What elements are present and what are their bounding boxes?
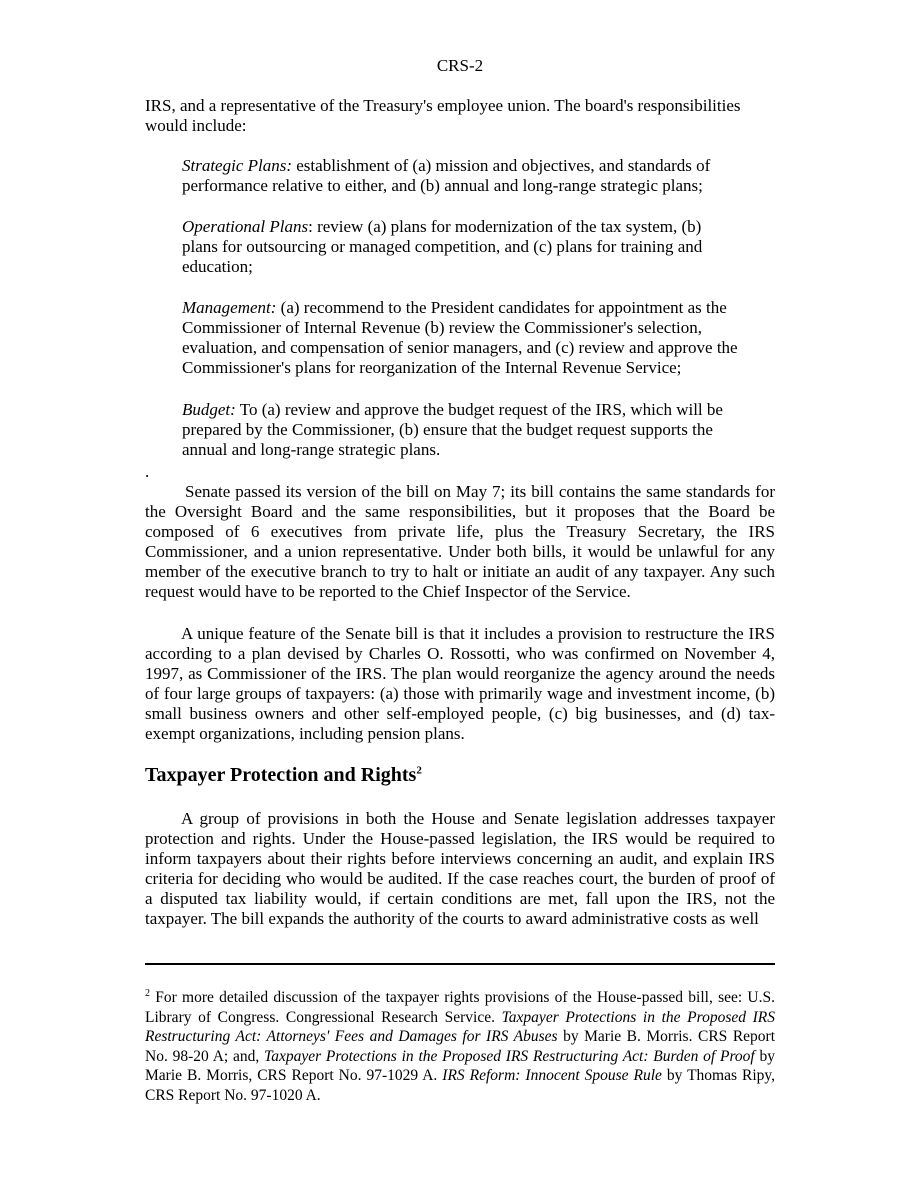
stray-period: . <box>145 462 150 481</box>
responsibility-text: establishment of (a) mission and objectives, and standards of performance relative to either, and (b) annual and long-range strategic plans; <box>182 156 711 195</box>
footnote-report-title: Taxpayer Protections in the Proposed IRS Restructuring Act: Attorneys' Fees and Damages for IRS Abuses <box>145 1008 775 1046</box>
responsibility-text: : review (a) plans for modernization of the tax system, (b) plans for outsourcing or managed competition, and (c) plans for training and education; <box>182 217 703 276</box>
intro-paragraph: IRS, and a representative of the Treasury's employee union. The board's responsibilities would include: <box>145 96 741 135</box>
footnote-divider <box>145 963 775 965</box>
footnote-text: by Marie B. Morris. CRS Report No. 98-20 A; and, <box>145 1028 775 1065</box>
footnote-report-title: Taxpayer Protections in the Proposed IRS Restructuring Act: Burden of Proof <box>264 1047 755 1065</box>
responsibility-term: Operational Plans <box>182 217 309 236</box>
responsibility-text: To (a) review and approve the budget request of the IRS, which will be prepared by the Commissioner, (b) ensure that the budget request supports the annual and long-range strategic plans. <box>182 400 723 459</box>
section-heading-title: Taxpayer Protection and Rights <box>145 764 417 786</box>
responsibility-text: (a) recommend to the President candidates for appointment as the Commissioner of Internal Revenue (b) review the Commissioner's selection, evaluation, and compensation of senior managers, and (c) review and approve the Commissioner's plans for reorganization of the Internal Revenue Service; <box>182 298 738 377</box>
unique-feature-paragraph: A unique feature of the Senate bill is that it includes a provision to restructure the IRS according to a plan devised by Charles O. Rossotti, who was confirmed on November 4, 1997, as Commissioner of the IRS. The plan would reorganize the agency around the needs of four large groups of taxpayers: (a) those with primarily wage and investment income, (b) small business owners and other self-employed people, (c) big businesses, and (d) tax-exempt organizations, including pension plans. <box>145 624 775 743</box>
responsibility-management <box>182 298 739 378</box>
responsibility-term: Strategic Plans: <box>182 156 293 175</box>
page-number-header: CRS-2 <box>436 56 484 75</box>
footnote-text: by Marie B. Morris, CRS Report No. 97-1029 A. <box>145 1047 776 1085</box>
senate-paragraph: Senate passed its version of the bill on May 7; its bill contains the same standards for the Oversight Board and the same responsibilities, but it proposes that the Board be composed of 6 executives from private life, plus the Treasury Secretary, the IRS Commissioner, and a union representative. Under both bills, it would be unlawful for any member of the executive branch to try to halt or initiate an audit of any taxpayer. Any such request would have to be reported to the Chief Inspector of the Service. <box>145 482 775 601</box>
footnote-marker: 2 <box>145 988 150 999</box>
taxpayer-protection-paragraph: A group of provisions in both the House and Senate legislation addresses taxpayer protection and rights. Under the House-passed legislation, the IRS would be required to inform taxpayers about their rights before interviews concerning an audit, and explain IRS criteria for deciding who would be audited. If the case reaches court, the burden of proof of a disputed tax liability would, if certain conditions are met, fall upon the IRS, not the taxpayer. The bill expands the authority of the courts to award administrative costs as well <box>145 809 775 928</box>
footnote-2 <box>145 984 775 1105</box>
section-heading <box>145 764 422 787</box>
responsibility-operational-plans <box>182 217 739 277</box>
responsibility-budget <box>182 400 739 460</box>
footnote-report-title: IRS Reform: Innocent Spouse Rule <box>442 1067 662 1085</box>
responsibility-term: Management: <box>182 298 277 317</box>
responsibility-strategic-plans <box>182 156 739 196</box>
footnote-text: by Thomas Ripy, CRS Report No. 97-1020 A. <box>145 1067 776 1104</box>
footnote-reference: 2 <box>416 764 422 777</box>
footnote-text: For more detailed discussion of the taxpayer rights provisions of the House-passed bill, see: U.S. Library of Congress. Congressional Research Service. <box>145 989 775 1026</box>
responsibility-term: Budget: <box>182 400 236 419</box>
